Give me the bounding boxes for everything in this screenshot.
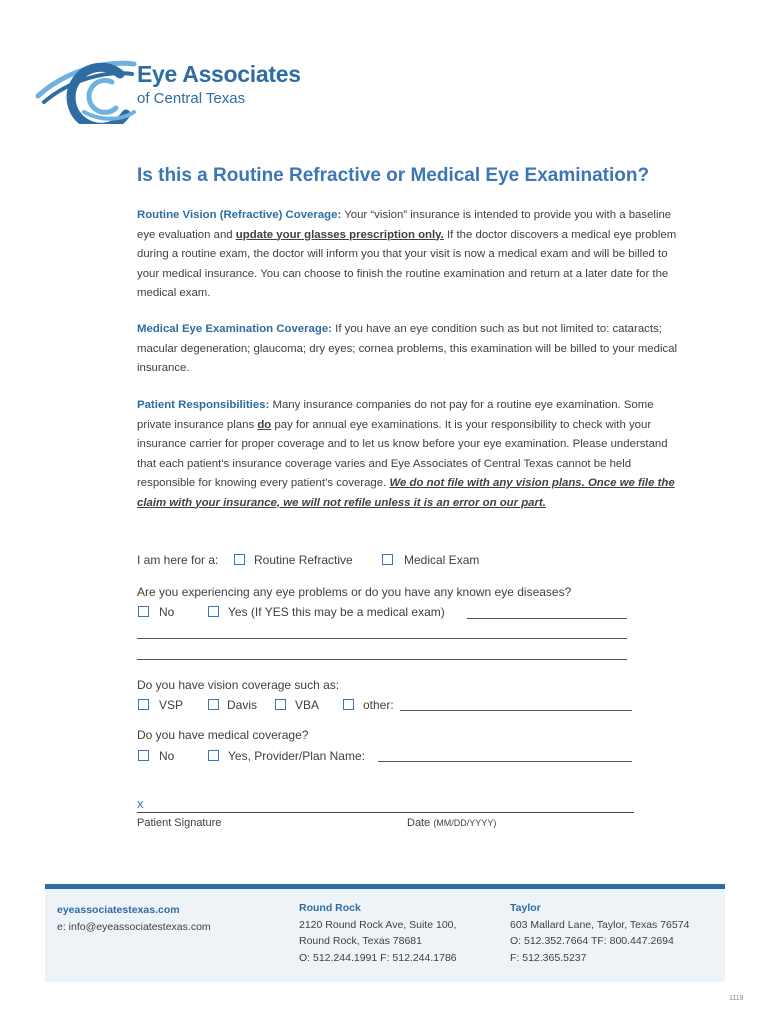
- eye-problems-input-line-2[interactable]: [137, 638, 627, 639]
- taylor-fax: F: 512.365.5237: [510, 951, 587, 964]
- davis-label: Davis: [227, 698, 258, 712]
- page-number: 1119: [729, 995, 744, 1002]
- routine-coverage-paragraph: [137, 206, 682, 304]
- round-rock-address-1: 2120 Round Rock Ave, Suite 100,: [299, 918, 457, 931]
- eye-problems-yes-label: Yes (If YES this may be a medical exam): [228, 605, 445, 619]
- medical-coverage-yes-label: Yes, Provider/Plan Name:: [228, 749, 365, 763]
- footer-contact: [57, 902, 211, 935]
- footer-taylor: [510, 900, 689, 966]
- eye-problems-input-line-1[interactable]: [467, 618, 627, 619]
- patient-text-2: pay for annual eye examinations. It is your responsibility to check with your insurance carrier for proper coverage and to let us know before your eye examination. Please understand that each patient’s insurance coverage varies and Eye Associates of Central Texas cannot be held responsible for knowing every patient’s coverage.: [137, 418, 668, 489]
- other-checkbox[interactable]: [343, 699, 354, 710]
- routine-refractive-checkbox[interactable]: [234, 554, 245, 565]
- medical-exam-label: Medical Exam: [404, 553, 480, 567]
- vision-coverage-question: Do you have vision coverage such as:: [137, 678, 340, 692]
- routine-refractive-label: Routine Refractive: [254, 553, 353, 567]
- medical-coverage-yes-checkbox[interactable]: [208, 750, 219, 761]
- patient-emphasis-do: do: [257, 418, 272, 431]
- here-for-label: I am here for a:: [137, 553, 219, 567]
- brand-subtitle: of Central Texas: [137, 90, 246, 107]
- eye-problems-no-checkbox[interactable]: [138, 606, 149, 617]
- medical-coverage-heading: Medical Eye Examination Coverage:: [137, 323, 332, 335]
- date-format-hint: (MM/DD/YYYY): [433, 818, 497, 828]
- round-rock-address-2: Round Rock, Texas 78681: [299, 935, 422, 947]
- date-label-text: Date: [407, 817, 431, 829]
- routine-coverage-heading: Routine Vision (Refractive) Coverage:: [137, 209, 342, 221]
- eye-problems-question: Are you experiencing any eye problems or do you have any known eye diseases?: [137, 585, 572, 599]
- medical-coverage-paragraph: [137, 320, 682, 379]
- footer-website[interactable]: eyeassociatestexas.com: [57, 904, 180, 916]
- eye-problems-no-label: No: [159, 605, 175, 619]
- footer-round-rock: [299, 900, 457, 966]
- footer-email[interactable]: e: info@eyeassociatestexas.com: [57, 920, 211, 933]
- taylor-address: 603 Mallard Lane, Taylor, Texas 76574: [510, 918, 690, 931]
- vba-label: VBA: [295, 698, 320, 712]
- routine-emphasis: update your glasses prescription only.: [235, 228, 444, 241]
- footer: [45, 884, 725, 982]
- medical-coverage-no-label: No: [159, 749, 175, 763]
- round-rock-phone: O: 512.244.1991 F: 512.244.1786: [299, 951, 457, 964]
- vsp-label: VSP: [159, 698, 184, 712]
- patient-responsibilities-paragraph: [137, 396, 682, 513]
- patient-responsibilities-heading: Patient Responsibilities:: [137, 399, 270, 411]
- routine-text-2: If the doctor discovers a medical eye problem during a routine exam, the doctor will inform you that your visit is now a medical exam and will be billed to your medical insurance. You can choose to finish the routine examination and return at a later date for the medical exam.: [137, 228, 677, 299]
- signature-x-mark: x: [137, 796, 144, 811]
- page-title: Is this a Routine Refractive or Medical Eye Examination?: [137, 165, 650, 186]
- date-label: [407, 817, 496, 829]
- patient-bold-notice: We do not file with any vision plans. Once we file the claim with your insurance, we will not refile unless it is an error on our part.: [137, 477, 675, 509]
- taylor-heading: Taylor: [510, 902, 541, 914]
- signature-label: Patient Signature: [137, 817, 222, 829]
- other-input-line[interactable]: [400, 710, 632, 711]
- eye-problems-yes-checkbox[interactable]: [208, 606, 219, 617]
- medical-coverage-question: Do you have medical coverage?: [137, 728, 309, 742]
- patient-text-1: Many insurance companies do not pay for a routine eye examination. Some private insurance plans: [137, 399, 654, 431]
- round-rock-heading: Round Rock: [299, 902, 361, 914]
- provider-input-line[interactable]: [378, 761, 632, 762]
- vsp-checkbox[interactable]: [138, 699, 149, 710]
- vba-checkbox[interactable]: [275, 699, 286, 710]
- signature-line[interactable]: [137, 812, 634, 813]
- eye-problems-input-line-3[interactable]: [137, 659, 627, 660]
- medical-text-1: If you have an eye condition such as but not limited to: cataracts; macular degeneration; glaucoma; dry eyes; cornea problems, this examination will be billed to your medical insurance.: [137, 323, 678, 374]
- brand-name: Eye Associates: [137, 61, 301, 87]
- davis-checkbox[interactable]: [208, 699, 219, 710]
- medical-coverage-no-checkbox[interactable]: [138, 750, 149, 761]
- taylor-phone: O: 512.352.7664 TF: 800.447.2694: [510, 935, 674, 947]
- routine-text-1: Your “vision” insurance is intended to provide you with a baseline eye evaluation and: [137, 209, 672, 241]
- other-label: other:: [363, 698, 394, 712]
- medical-exam-checkbox[interactable]: [382, 554, 393, 565]
